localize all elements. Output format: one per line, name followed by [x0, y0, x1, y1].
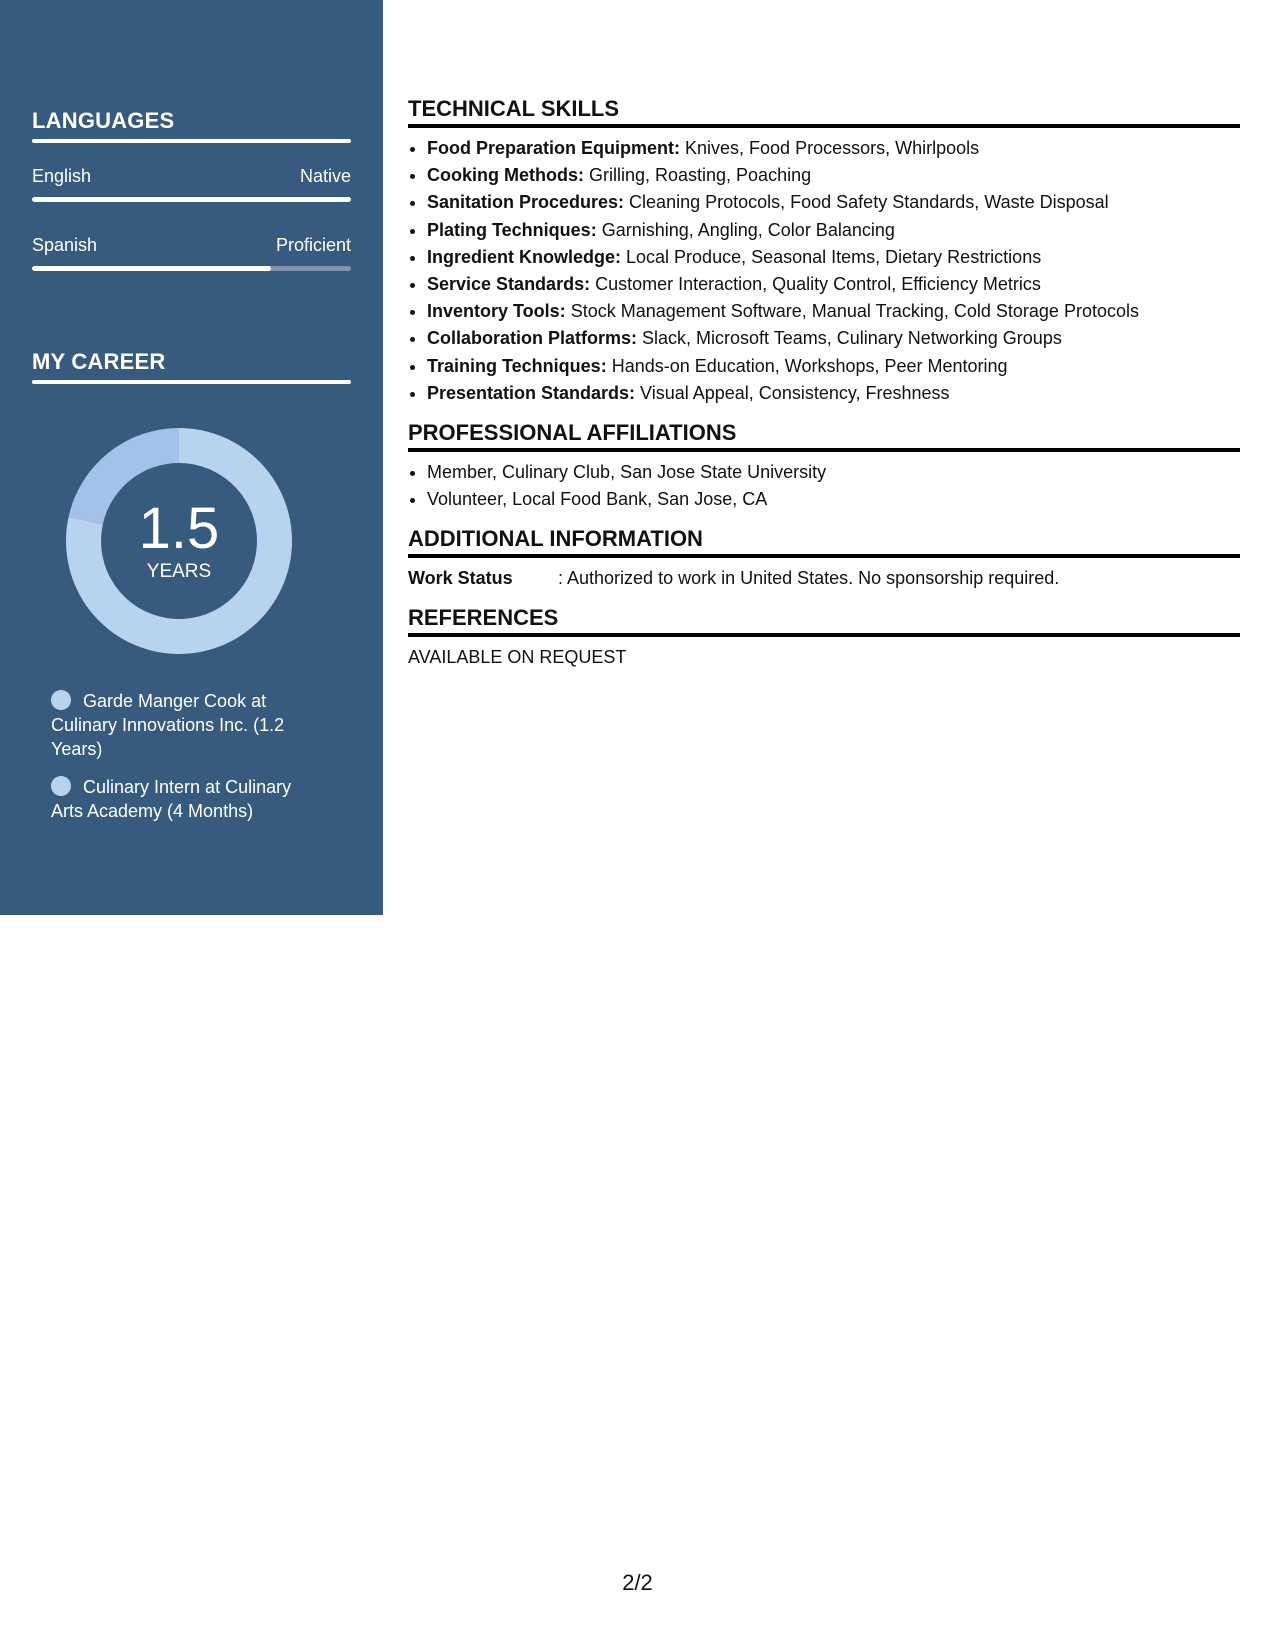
skill-text: Customer Interaction, Quality Control, Efficiency Metrics	[590, 274, 1041, 295]
donut-center	[66, 428, 292, 654]
skill-item	[427, 298, 1240, 325]
language-row-english	[32, 166, 351, 187]
work-status-row	[408, 565, 1240, 592]
language-level: Proficient	[275, 235, 351, 255]
section-title: PROFESSIONAL AFFILIATIONS	[408, 420, 737, 446]
section-title: REFERENCES	[408, 605, 559, 631]
career-total-value: 1.5	[138, 496, 220, 561]
skill-text: Slack, Microsoft Teams, Culinary Networking Groups	[637, 328, 1062, 349]
skill-item	[427, 217, 1240, 244]
skill-text: Visual Appeal, Consistency, Freshness	[635, 382, 950, 403]
career-item	[51, 689, 321, 761]
career-dot-icon	[51, 776, 71, 796]
skill-label: Food Preparation Equipment:	[427, 138, 681, 158]
career-heading: MY CAREER	[32, 349, 166, 374]
sidebar	[0, 0, 383, 915]
skill-text: Grilling, Roasting, Poaching	[583, 165, 812, 186]
career-dot-icon	[51, 690, 71, 710]
language-bar-spanish	[32, 266, 351, 271]
skill-item	[427, 162, 1240, 189]
skill-label: Service Standards:	[427, 274, 591, 295]
skill-label: Plating Techniques:	[427, 219, 597, 240]
languages-heading-rule	[32, 139, 351, 143]
affiliations-section	[408, 420, 1240, 513]
section-rule	[408, 124, 1240, 128]
section-rule	[408, 633, 1240, 637]
skill-text: Cleaning Protocols, Food Safety Standards, Waste Disposal	[624, 192, 1109, 213]
language-name: English	[32, 166, 92, 186]
skill-text: Hands-on Education, Workshops, Peer Mentoring	[606, 355, 1008, 376]
skill-label: Training Techniques:	[427, 355, 607, 376]
skill-text: Stock Management Software, Manual Tracking, Cold Storage Protocols	[565, 301, 1139, 322]
section-rule	[408, 448, 1240, 452]
career-donut-chart	[66, 428, 292, 654]
career-total-unit: YEARS	[146, 561, 212, 582]
section-title: TECHNICAL SKILLS	[408, 96, 620, 121]
skill-label: Sanitation Procedures:	[427, 192, 625, 213]
language-bar-fill	[32, 266, 271, 271]
section-title: ADDITIONAL INFORMATION	[408, 526, 703, 552]
work-status-value: : Authorized to work in United States. No sponsorship required.	[558, 568, 1060, 589]
skills-list	[408, 135, 1240, 407]
skill-item	[427, 353, 1240, 380]
skill-item	[427, 135, 1240, 162]
language-bar-fill	[32, 197, 351, 202]
skill-label: Cooking Methods:	[427, 165, 584, 186]
skill-text: Garnishing, Angling, Color Balancing	[596, 219, 895, 240]
career-item-text: Garde Manger Cook at Culinary Innovations Inc. (1.2 Years)	[51, 691, 285, 759]
language-name: Spanish	[32, 235, 98, 255]
skill-item	[427, 271, 1240, 298]
references-text: AVAILABLE ON REQUEST	[408, 647, 627, 668]
career-item	[51, 775, 321, 823]
skill-item	[427, 244, 1240, 271]
section-rule	[408, 554, 1240, 558]
work-status-label: Work Status	[408, 568, 513, 589]
skill-item	[427, 380, 1240, 407]
language-row-spanish	[32, 235, 351, 256]
technical-skills-section	[408, 96, 1240, 407]
skill-item	[427, 325, 1240, 352]
skill-text: Local Produce, Seasonal Items, Dietary Restrictions	[621, 246, 1042, 267]
affiliation-item: • Volunteer, Local Food Bank, San Jose, CA	[427, 486, 1240, 513]
affiliations-list	[408, 459, 1240, 513]
main-content	[408, 96, 1240, 684]
career-heading-rule	[32, 380, 351, 384]
affiliation-item: • Member, Culinary Club, San Jose State University	[427, 459, 1240, 486]
additional-info-section	[408, 526, 1240, 592]
skill-label: Collaboration Platforms:	[427, 328, 638, 349]
page-number: 2/2	[622, 1570, 653, 1595]
languages-heading: LANGUAGES	[32, 108, 175, 133]
skill-item	[427, 189, 1240, 216]
skill-label: Ingredient Knowledge:	[427, 246, 622, 267]
language-bar-english	[32, 197, 351, 202]
language-level: Native	[299, 166, 351, 186]
skill-label: Presentation Standards:	[427, 382, 636, 403]
skill-label: Inventory Tools:	[427, 301, 566, 322]
references-section	[408, 605, 1240, 671]
career-item-text: Culinary Intern at Culinary Arts Academy (4 Months)	[51, 777, 292, 821]
skill-text: Knives, Food Processors, Whirlpools	[680, 138, 980, 158]
